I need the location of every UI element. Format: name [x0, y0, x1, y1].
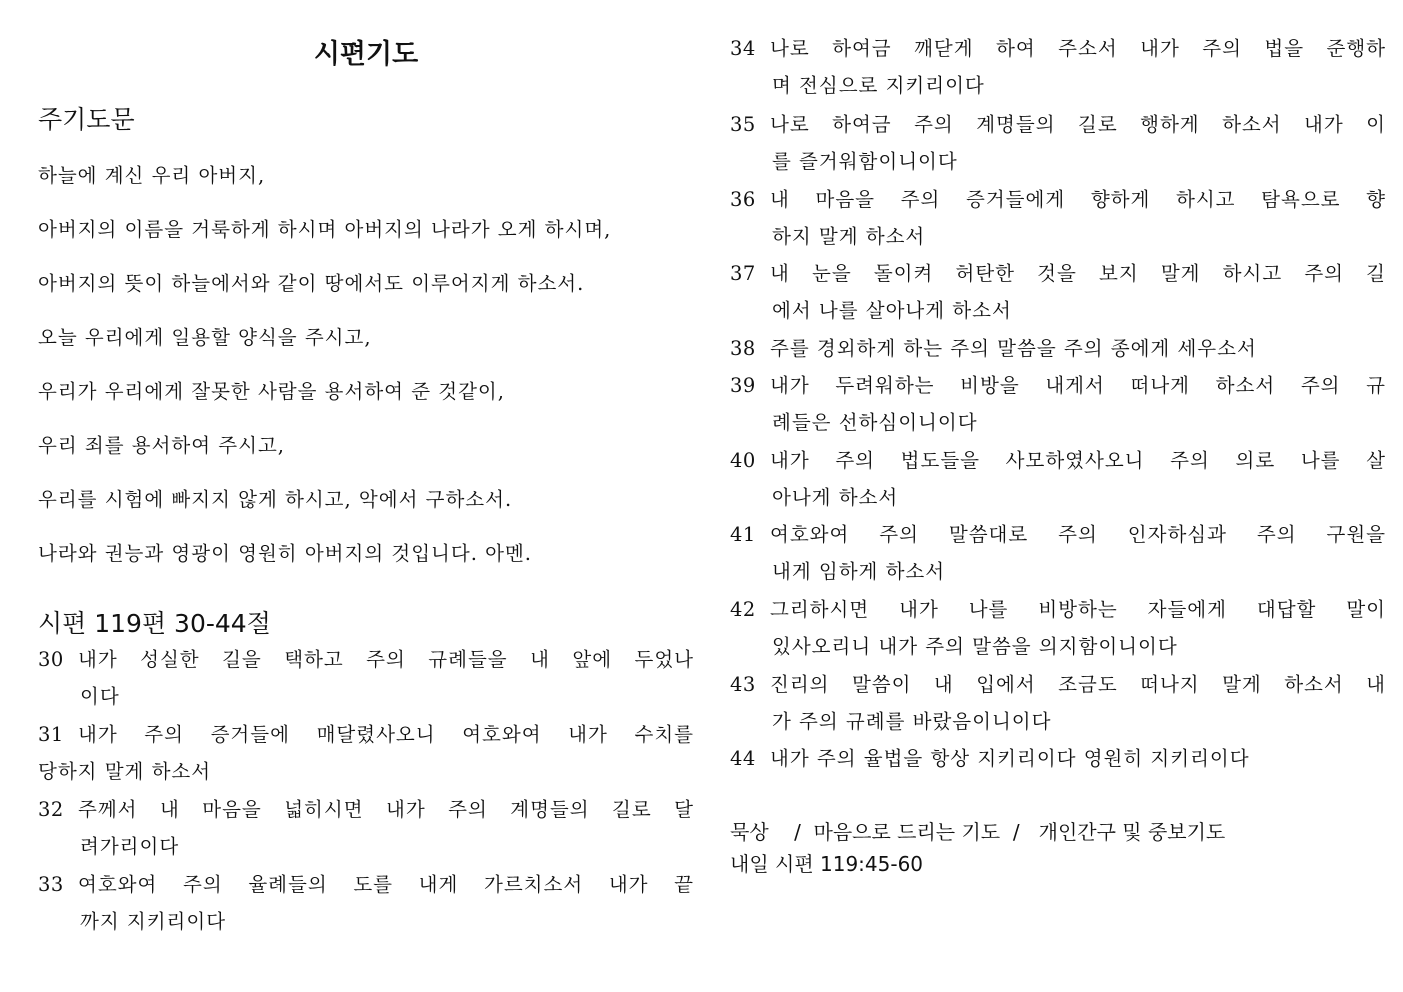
verse-line: 있사오리니 내가 주의 말씀을 의지함이니이다	[772, 635, 1178, 658]
verse-34	[730, 30, 1386, 104]
verse-38	[730, 330, 1386, 367]
verse-line: 34 나로 하여금 깨닫게 하여 주소서 내가 주의 법을 준행하	[730, 30, 1386, 67]
lords-prayer-heading: 주기도문	[38, 105, 135, 134]
verse-line: 아나게 하소서	[772, 486, 899, 509]
verse-number: 43	[730, 673, 756, 696]
verse-36	[730, 181, 1386, 255]
verse-line: 하지 말게 하소서	[772, 225, 926, 248]
verse-line: 35 나로 하여금 주의 계명들의 길로 행하게 하소서 내가 이	[730, 106, 1386, 143]
verse-line: 36 내 마음을 주의 증거들에게 향하게 하시고 탐욕으로 향	[730, 181, 1386, 218]
verse-number: 44	[730, 747, 756, 770]
verse-number: 38	[730, 337, 756, 360]
verse-line: 이다	[80, 685, 120, 708]
verse-number: 30	[38, 648, 64, 671]
verse-line: 32 주께서 내 마음을 넓히시면 내가 주의 계명들의 길로 달	[38, 791, 694, 828]
prayer-line: 하늘에 계신 우리 아버지,	[38, 164, 266, 187]
verse-line: 31 내가 주의 증거들에 매달렸사오니 여호와여 내가 수치를	[38, 716, 694, 753]
verse-41	[730, 516, 1386, 590]
verse-line: 42 그리하시면 내가 나를 비방하는 자들에게 대답할 말이	[730, 591, 1386, 628]
prayer-line: 우리를 시험에 빠지지 않게 하시고, 악에서 구하소서.	[38, 488, 513, 511]
verse-line: 까지 지키리이다	[80, 910, 227, 933]
meditation-guide: 묵상 / 마음으로 드리는 기도 / 개인간구 및 중보기도	[730, 820, 1226, 844]
verse-line: 가 주의 규례를 바랐음이니이다	[772, 710, 1052, 733]
verse-line: 며 전심으로 지키리이다	[772, 74, 985, 97]
verse-number: 42	[730, 598, 756, 621]
verse-number: 35	[730, 113, 756, 136]
verse-number: 37	[730, 262, 756, 285]
verse-number: 36	[730, 188, 756, 211]
page-title: 시편기도	[313, 39, 419, 70]
verse-line: 에서 나를 살아나게 하소서	[772, 299, 1012, 322]
verse-line: 43 진리의 말씀이 내 입에서 조금도 떠나지 말게 하소서 내	[730, 666, 1386, 703]
verse-line: 를 즐거워함이니이다	[772, 150, 958, 173]
verse-42	[730, 591, 1386, 665]
verse-number: 33	[38, 873, 64, 896]
verse-33	[38, 866, 694, 940]
verse-line: 38 주를 경외하게 하는 주의 말씀을 주의 종에게 세우소서	[730, 330, 1386, 367]
verse-line: 37 내 눈을 돌이켜 허탄한 것을 보지 말게 하시고 주의 길	[730, 255, 1386, 292]
verse-line: 30 내가 성실한 길을 택하고 주의 규례들을 내 앞에 두었나	[38, 641, 694, 678]
verse-line: 려가리이다	[80, 835, 180, 858]
verse-line: 44 내가 주의 율법을 항상 지키리이다 영원히 지키리이다	[730, 740, 1386, 777]
verse-line: 당하지 말게 하소서	[38, 760, 212, 783]
verse-30	[38, 641, 694, 715]
verse-line: 33 여호와여 주의 율례들의 도를 내게 가르치소서 내가 끝	[38, 866, 694, 903]
verse-number: 41	[730, 523, 756, 546]
verse-line: 40 내가 주의 법도들을 사모하였사오니 주의 의로 나를 살	[730, 442, 1386, 479]
prayer-line: 아버지의 이름을 거룩하게 하시며 아버지의 나라가 오게 하시며,	[38, 218, 612, 241]
prayer-line: 우리 죄를 용서하여 주시고,	[38, 434, 286, 457]
verse-39	[730, 367, 1386, 441]
psalm-heading: 시편 119편 30-44절	[38, 609, 271, 638]
prayer-line: 우리가 우리에게 잘못한 사람을 용서하여 준 것같이,	[38, 380, 505, 403]
verse-32	[38, 791, 694, 865]
prayer-line: 나라와 권능과 영광이 영원히 아버지의 것입니다. 아멘.	[38, 542, 533, 565]
verse-44	[730, 740, 1386, 777]
prayer-line: 아버지의 뜻이 하늘에서와 같이 땅에서도 이루어지게 하소서.	[38, 272, 585, 295]
verse-31	[38, 716, 694, 790]
verse-number: 40	[730, 449, 756, 472]
verse-number: 39	[730, 374, 756, 397]
verse-35	[730, 106, 1386, 180]
verse-40	[730, 442, 1386, 516]
verse-line: 41 여호와여 주의 말씀대로 주의 인자하심과 주의 구원을	[730, 516, 1386, 553]
verse-number: 31	[38, 723, 64, 746]
verse-line: 내게 임하게 하소서	[772, 560, 946, 583]
verse-43	[730, 666, 1386, 740]
verse-37	[730, 255, 1386, 329]
verse-number: 34	[730, 37, 756, 60]
verse-line: 39 내가 두려워하는 비방을 내게서 떠나게 하소서 주의 규	[730, 367, 1386, 404]
verse-line: 례들은 선하심이니이다	[772, 411, 978, 434]
tomorrow-reading: 내일 시편 119:45-60	[730, 852, 924, 876]
prayer-line: 오늘 우리에게 일용할 양식을 주시고,	[38, 326, 372, 349]
verse-number: 32	[38, 798, 64, 821]
